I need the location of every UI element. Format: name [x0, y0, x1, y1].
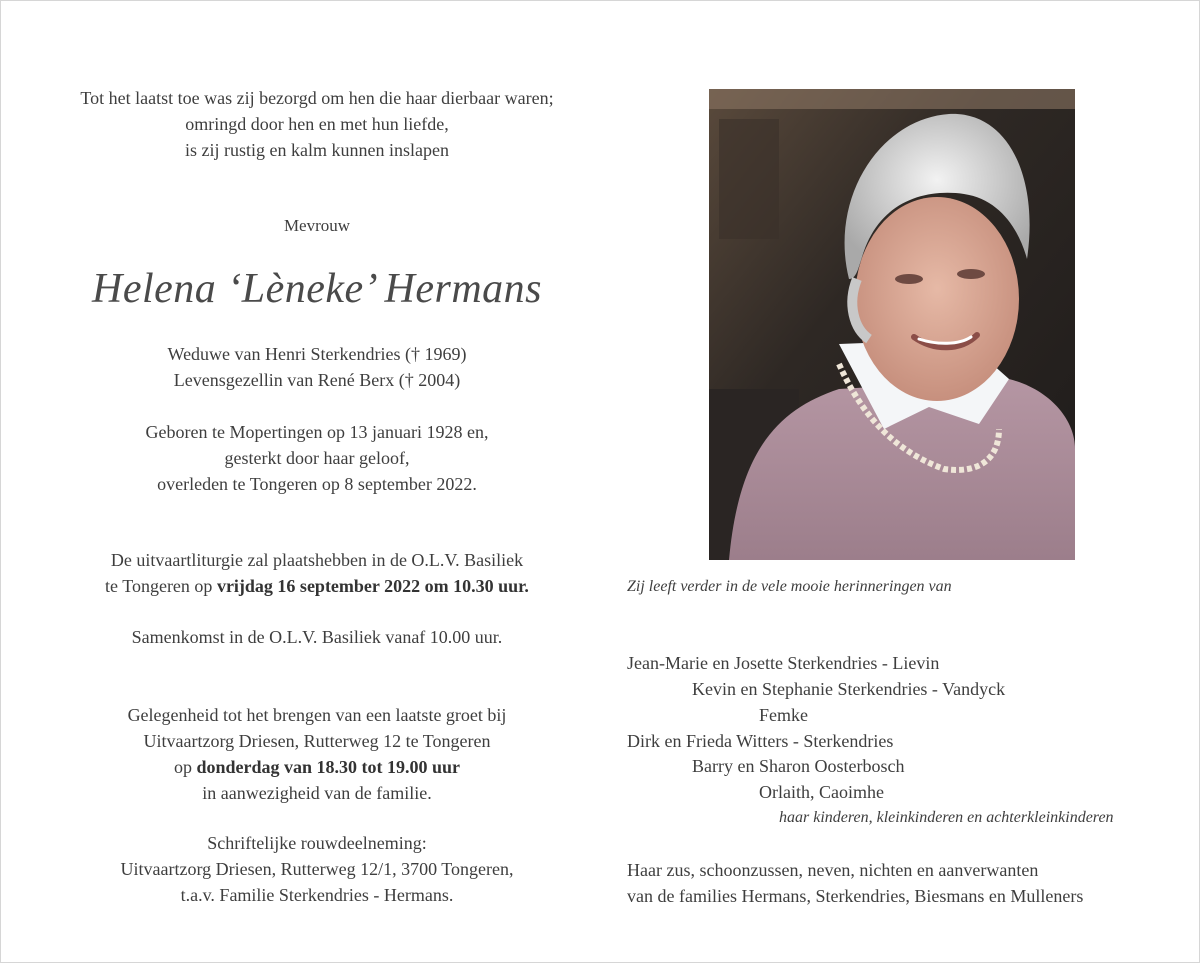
poem [31, 85, 603, 163]
funeral-line-prefix: te Tongeren op [105, 576, 217, 596]
spouses [31, 341, 603, 393]
family-line: Femke [759, 705, 808, 725]
portrait-photo-icon [709, 89, 1075, 560]
condolence-line: Uitvaartzorg Driesen, Rutterweg 12/1, 3700 Tongeren, [120, 859, 514, 879]
farewell-line [31, 754, 603, 780]
spouse-line: Weduwe van Henri Sterkendries († 1969) [167, 344, 467, 364]
poem-line: omringd door hen en met hun liefde, [185, 114, 449, 134]
family-line: Jean-Marie en Josette Sterkendries - Lievin [627, 653, 940, 673]
title-prefix-text: Mevrouw [283, 216, 351, 235]
family-line: Orlaith, Caoimhe [759, 782, 884, 802]
deceased-name: Helena ‘Lèneke’ Hermans [91, 266, 543, 312]
farewell-line-prefix: op [173, 757, 197, 777]
title-prefix [31, 213, 603, 239]
family-line: Barry en Sharon Oosterbosch [692, 756, 905, 776]
farewell-line: Uitvaartzorg Driesen, Rutterweg 12 te Tongeren [143, 731, 491, 751]
life-line: gesterkt door haar geloof, [224, 448, 410, 468]
life-line: Geboren te Mopertingen op 13 januari 1928 en, [145, 422, 489, 442]
farewell-datetime: donderdag van 18.30 tot 19.00 uur [196, 757, 461, 777]
portrait-photo [709, 89, 1075, 560]
gathering-info [31, 624, 603, 650]
gathering-line: Samenkomst in de O.L.V. Basiliek vanaf 10.00 uur. [131, 627, 503, 647]
funeral-line [31, 573, 603, 599]
family-line: Kevin en Stephanie Sterkendries - Vandyck [692, 679, 1006, 699]
relatives-line: Haar zus, schoonzussen, neven, nichten en aanverwanten [627, 860, 1039, 880]
funeral-line: De uitvaartliturgie zal plaatshebben in de O.L.V. Basiliek [110, 550, 524, 570]
condolence-line: Schriftelijke rouwdeelneming: [207, 833, 427, 853]
farewell-line: Gelegenheid tot het brengen van een laatste groet bij [127, 705, 507, 725]
life-dates [31, 419, 603, 497]
poem-line: Tot het laatst toe was zij bezorgd om hen die haar dierbaar waren; [80, 88, 554, 108]
condolence-line: t.a.v. Familie Sterkendries - Hermans. [180, 885, 454, 905]
condolence-info [31, 830, 603, 908]
family-line: Dirk en Frieda Witters - Sterkendries [627, 731, 894, 751]
spouse-line: Levensgezellin van René Berx († 2004) [173, 370, 461, 390]
family-note: haar kinderen, kleinkinderen en achterkleinkinderen [779, 809, 1114, 826]
life-line: overleden te Tongeren op 8 september 2022. [157, 474, 477, 494]
farewell-info [31, 702, 603, 806]
poem-line: is zij rustig en kalm kunnen inslapen [185, 140, 449, 160]
farewell-line: in aanwezigheid van de familie. [202, 783, 432, 803]
relatives-line: van de families Hermans, Sterkendries, Biesmans en Mulleners [627, 886, 1084, 906]
funeral-datetime: vrijdag 16 september 2022 om 10.30 uur. [216, 576, 529, 596]
funeral-info [31, 547, 603, 599]
memories-intro: Zij leeft verder in de vele mooie herinneringen van [627, 578, 952, 595]
